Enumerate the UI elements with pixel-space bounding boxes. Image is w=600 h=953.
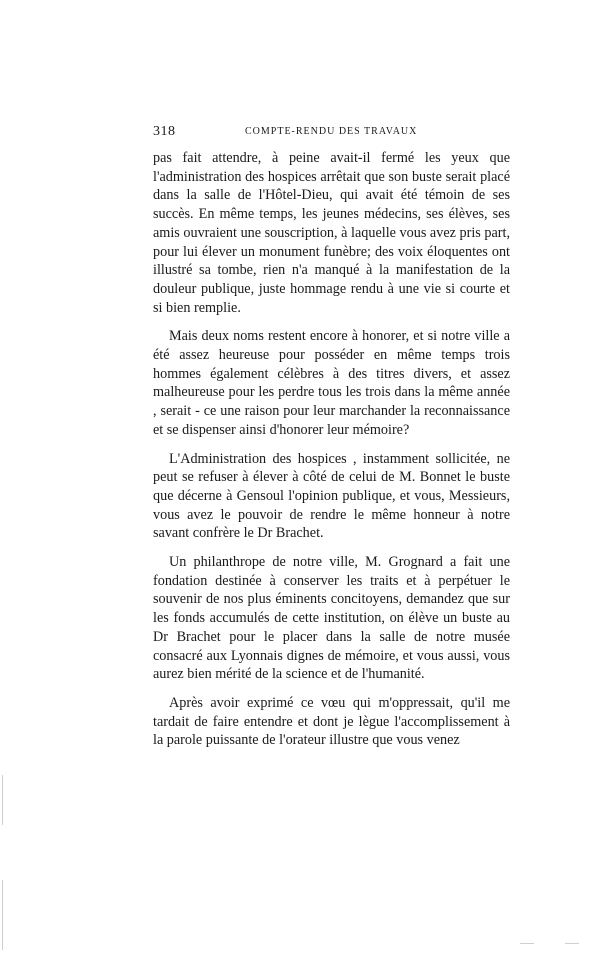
scan-margin-mark	[2, 775, 3, 825]
paragraph-2: Mais deux noms restent encore à honorer, et si notre ville a été assez heureuse pour posséder en même temps trois hommes également célèbres à des titres divers, et assez malheureuse pour les perdre tous les trois dans la même année , serait - ce une raison pour leur marchander la reconnaissance et se dispenser ainsi d'honorer leur mémoire?	[153, 328, 510, 438]
body-text	[153, 149, 510, 750]
scan-margin-mark	[565, 943, 579, 944]
page-number: 318	[153, 124, 176, 139]
running-head: COMPTE-RENDU DES TRAVAUX	[245, 126, 418, 137]
paragraph-3: L'Administration des hospices , instamment sollicitée, ne peut se refuser à élever à côté de celui de M. Bonnet le buste que décerne à Gensoul l'opinion publique, et vous, Messieurs, vous avez le pouvoir de rendre le même honneur à notre savant confrère le Dr Brachet.	[153, 450, 510, 542]
paragraph-1: pas fait attendre, à peine avait-il fermé les yeux que l'administration des hospices arrêtait que son buste serait placé dans la salle de l'Hôtel-Dieu, qui avait été témoin de ses succès. En même temps, les jeunes médecins, ses élèves, ses amis ouvraient une souscription, à laquelle vous avez pris part, pour lui élever un monument funèbre; des voix éloquentes ont illustré sa tombe, rien n'a manqué à la manifestation de la douleur publique, juste hommage rendu à une vie si courte et si bien remplie.	[153, 150, 510, 316]
paragraph-4: Un philanthrope de notre ville, M. Grognard a fait une fondation destinée à conserver les traits et à perpétuer le souvenir de nos plus éminents concitoyens, demandez que sur les fonds accumulés de cette institution, on élève un buste au Dr Brachet pour le placer dans la salle de notre musée consacré aux Lyonnais dignes de mémoire, et vous aussi, vous aurez bien mérité de la science et de l'humanité.	[153, 554, 510, 683]
page-header	[153, 124, 510, 142]
scan-margin-mark	[520, 943, 534, 944]
paragraph-5: Après avoir exprimé ce vœu qui m'oppressait, qu'il me tardait de faire entendre et dont je lègue l'accomplissement à la parole puissante de l'orateur illustre que vous venez	[153, 694, 510, 749]
scan-margin-mark	[2, 880, 3, 950]
